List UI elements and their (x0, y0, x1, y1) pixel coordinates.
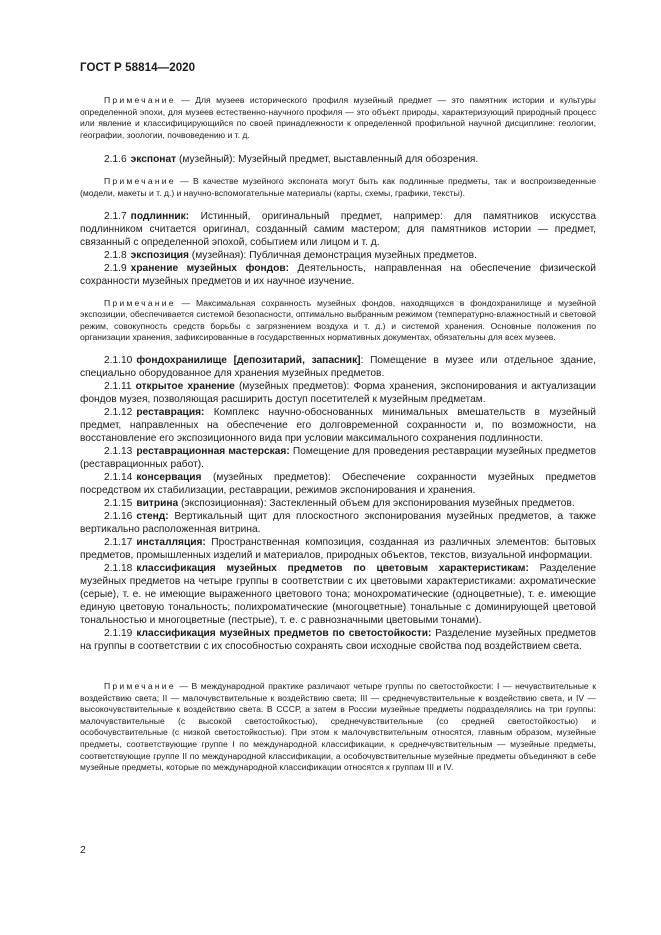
term-number: 2.1.11 (104, 380, 132, 392)
term-definition: : Застекленный объем для экспонирования музейных предметов. (263, 497, 575, 509)
term-definition: Истинный, оригинальный предмет, например: для памятников искусства подлинником считается оригинал, созданный самим мастером; для памятников истории — предмет, связанный с определенной эпохой, событием или лицом и т. д. (80, 210, 596, 248)
term-name: реставрация: (136, 406, 205, 418)
term-name: экспозиция (130, 249, 189, 261)
note-label: Примечание (104, 680, 176, 691)
term-definition: : Публичная демонстрация музейных предметов. (243, 249, 477, 261)
term-name: витрина (136, 497, 179, 509)
term-2-1-17 (80, 536, 596, 562)
term-2-1-16 (80, 510, 596, 536)
note-text: В качестве музейного экспоната могут быть как подлинные предметы, так и воспроизведенные (модели, макеты и т. д.) и научно-вспомогательные материалы (карты, схемы, графики, тексты). (80, 176, 596, 198)
note-dash: — (175, 297, 197, 308)
note-3 (80, 298, 596, 344)
term-2-1-19 (80, 627, 596, 653)
term-2-1-8 (80, 249, 596, 262)
note-2 (80, 176, 596, 199)
term-number: 2.1.19 (104, 627, 133, 639)
term-number: 2.1.7 (104, 210, 127, 222)
term-qualifier: (экспозиционная) (178, 497, 264, 509)
term-number: 2.1.16 (104, 510, 133, 522)
term-definition: : Обеспечение сохранности музейных предметов посредством их стабилизации, реставрации, режимов экспонирования и хранения. (80, 471, 596, 496)
term-name: консервация (136, 471, 202, 483)
term-definition: Пространственная композиция, созданная из различных элементов: бытовых предметов, промышленных изделий и материалов, природных объектов, текстов, визуальной информации. (80, 536, 596, 561)
term-name: фондохранилище (136, 354, 227, 366)
term-definition: : Форма хранения, экспонирования и актуализации фондов музея, позволяющая расширить доступ посетителей к музейным предметам. (80, 380, 596, 405)
document-body (80, 95, 596, 774)
note-1 (80, 95, 596, 141)
term-2-1-13 (80, 445, 596, 471)
term-2-1-7 (80, 210, 596, 249)
term-name: экспонат (130, 154, 177, 166)
term-name: реставрационная мастерская: (136, 445, 290, 457)
term-name: классификация музейных предметов по цветовым характеристикам: (136, 562, 529, 574)
note-label: Примечание (104, 95, 176, 105)
note-dash: — (175, 176, 193, 187)
term-number: 2.1.8 (104, 249, 127, 261)
term-number: 2.1.9 (104, 262, 127, 274)
term-qualifier: (музейная) (188, 249, 244, 261)
page-number: 2 (80, 844, 86, 856)
note-text: Максимальная сохранность музейных фондов, находящихся в фондохранилище и музейной экспозиции, обеспечивается системой безопасности, оптимально выбранным режимом (температурно-влажностный и световой режим, совокупность средств борьбы с загрязнением воздуха и т. д.) и системой хранения. Основные положения по организации хранения, зафиксированные в государственных нормативных документах, обязательны для всех музеев. (80, 297, 596, 343)
term-definition: Разделение музейных предметов на группы в соответствии с их способностью сохранять свои исходные свойства под воздействием света. (80, 627, 596, 652)
term-number: 2.1.10 (104, 354, 133, 366)
term-name: инсталляция: (136, 536, 206, 548)
term-2-1-9 (80, 262, 596, 288)
term-name: хранение музейных фондов: (130, 262, 289, 274)
note-label: Примечание (104, 297, 176, 308)
term-definition: Помещение для проведения реставрации музейных предметов (реставрационных работ). (80, 445, 596, 470)
term-name: стенд: (136, 510, 169, 522)
term-number: 2.1.6 (104, 154, 127, 166)
term-2-1-18 (80, 562, 596, 627)
term-number: 2.1.14 (104, 471, 133, 483)
term-2-1-12 (80, 406, 596, 445)
note-text: В международной практике различают четыре группы по светостойкости: I — нечувствительные к воздействию света; II — малочувствительные к воздействию света; III — среднечувствительные к воздействию света, и IV — высокочувствительные к воздействию света. В СССР, а затем в России музейные предметы подразделялись на три группы: малочувствительные (с высокой светостойкостью), среднечувствительные (со средней светостойкостью) и особочувствительные (с низкой светостойкостью). При этом к малочувствительным относятся, главным образом, музейные предметы, соответствующие группе I по международной классификации, к среднечувствительным — музейные предметы, соответствующие группе II по международной классификации, а особочувствительные музейные предметы объединяют в себе музейные предметы, которые по международной классификации относятся к группам III и IV. (80, 680, 596, 773)
note-dash: — (175, 680, 192, 691)
term-number: 2.1.18 (104, 562, 133, 574)
term-2-1-15 (80, 497, 596, 510)
note-dash: — (175, 95, 196, 105)
term-2-1-11 (80, 380, 596, 406)
term-synonyms: [депозитарий, запасник] (226, 354, 361, 366)
term-definition: Разделение музейных предметов на четыре группы в соответствии с их цветовыми характеристиками: ахроматические (серые), т. е. не имеющие выраженного цветового тона; монохроматические (одноцветные), т. е. имеющие единую цветовую тональность; полихроматические (многоцветные) тональные с доминирующей цветовой тональностью и многоцветные (пестрые), т. е. с равнозначными цветовыми тонами). (80, 562, 596, 626)
term-qualifier: (музейных предметов) (234, 380, 347, 392)
term-name: классификация музейных предметов по светостойкости: (136, 627, 432, 639)
term-definition: : Музейный предмет, выставленный для обозрения. (232, 154, 479, 166)
term-qualifier: (музейных предметов) (201, 471, 328, 483)
term-number: 2.1.17 (104, 536, 133, 548)
term-name: открытое хранение (135, 380, 235, 392)
note-text: Для музеев исторического профиля музейный предмет — это памятник истории и культуры определенной эпохи, для музеев естественно-научного профиля — это объект природы, характеризующий природный процесс или явление и классифицирующийся по своей принадлежности к определенной профильной научной дисциплине: геологии, географии, зоологии, почвоведению и т. д. (80, 95, 596, 140)
term-number: 2.1.12 (104, 406, 133, 418)
term-number: 2.1.15 (104, 497, 133, 509)
term-qualifier: (музейный) (176, 154, 233, 166)
term-definition: Вертикальный щит для плоскостного экспонирования музейных предметов, а также вертикально расположенная витрина. (80, 510, 596, 535)
term-2-1-10 (80, 354, 596, 380)
term-number: 2.1.13 (104, 445, 133, 457)
note-label: Примечание (104, 176, 176, 187)
term-definition: Комплекс научно-обоснованных минимальных вмешательств в музейный предмет, направленных на обеспечение его долговременной сохранности и, по возможности, на восстановление его экспозиционного вида при условии максимального сохранения подлинности. (80, 406, 596, 444)
term-2-1-14 (80, 471, 596, 497)
standard-header: ГОСТ Р 58814—2020 (80, 62, 196, 74)
note-4 (80, 681, 596, 774)
term-definition: : Помещение в музее или отдельное здание, специально оборудованное для хранения музейных предметов. (80, 354, 596, 379)
term-definition: Деятельность, направленная на обеспечение физической сохранности музейных предметов и их научное изучение. (80, 262, 596, 287)
term-name: подлинник: (130, 210, 190, 222)
term-2-1-6 (80, 153, 596, 166)
